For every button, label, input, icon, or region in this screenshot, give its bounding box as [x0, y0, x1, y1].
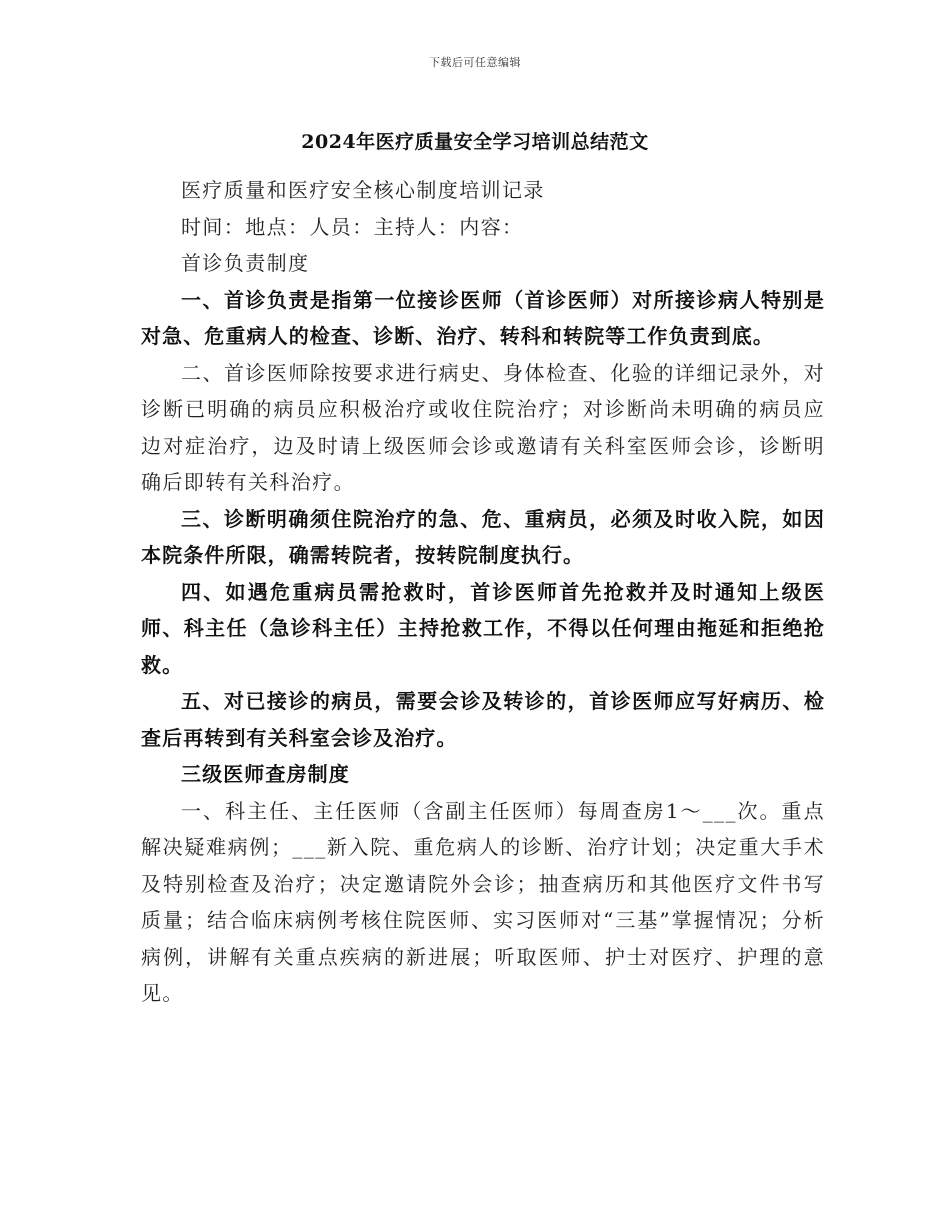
- document-title: 2024年医疗质量安全学习培训总结范文: [301, 131, 649, 153]
- paragraph: 一、科主任、主任医师（含副主任医师）每周查房1～___次。重点解决疑难病例；___新入院、重危病人的诊断、治疗计划；决定重大手术及特别检查及治疗；决定邀请院外会诊；抽查病历和其他医疗文件书写质量；结合临床病例考核住院医师、实习医师对“三基”掌握情况；分析病例，讲解有关重点疾病的新进展；听取医师、护士对医疗、护理的意见。: [141, 798, 825, 1005]
- paragraph: 二、首诊医师除按要求进行病史、身体检查、化验的详细记录外，对诊断已明确的病员应积极治疗或收住院治疗；对诊断尚未明确的病员应边对症治疗，边及时请上级医师会诊或邀请有关科室医师会诊，诊断明确后即转有关科治疗。: [141, 360, 825, 494]
- paragraph: 五、对已接诊的病员，需要会诊及转诊的，首诊医师应写好病历、检查后再转到有关科室会诊及治疗。: [141, 689, 825, 750]
- section-heading: 三级医师查房制度: [181, 762, 350, 786]
- paragraph: 时间：地点：人员：主持人：内容：: [181, 214, 524, 239]
- paragraph: 一、首诊负责是指第一位接诊医师（首诊医师）对所接诊病人特别是对急、危重病人的检查、诊断、治疗、转科和转院等工作负责到底。: [141, 287, 825, 348]
- section-heading: 首诊负责制度: [181, 251, 310, 275]
- paragraph: 四、如遇危重病员需抢救时，首诊医师首先抢救并及时通知上级医师、科主任（急诊科主任）主持抢救工作，不得以任何理由拖延和拒绝抢救。: [141, 579, 825, 677]
- paragraph: 医疗质量和医疗安全核心制度培训记录: [181, 178, 545, 202]
- document-body: [141, 172, 825, 1012]
- paragraph: 三、诊断明确须住院治疗的急、危、重病员，必须及时收入院，如因本院条件所限，确需转院者，按转院制度执行。: [141, 506, 825, 567]
- page-header-note: 下载后可任意编辑: [429, 56, 521, 69]
